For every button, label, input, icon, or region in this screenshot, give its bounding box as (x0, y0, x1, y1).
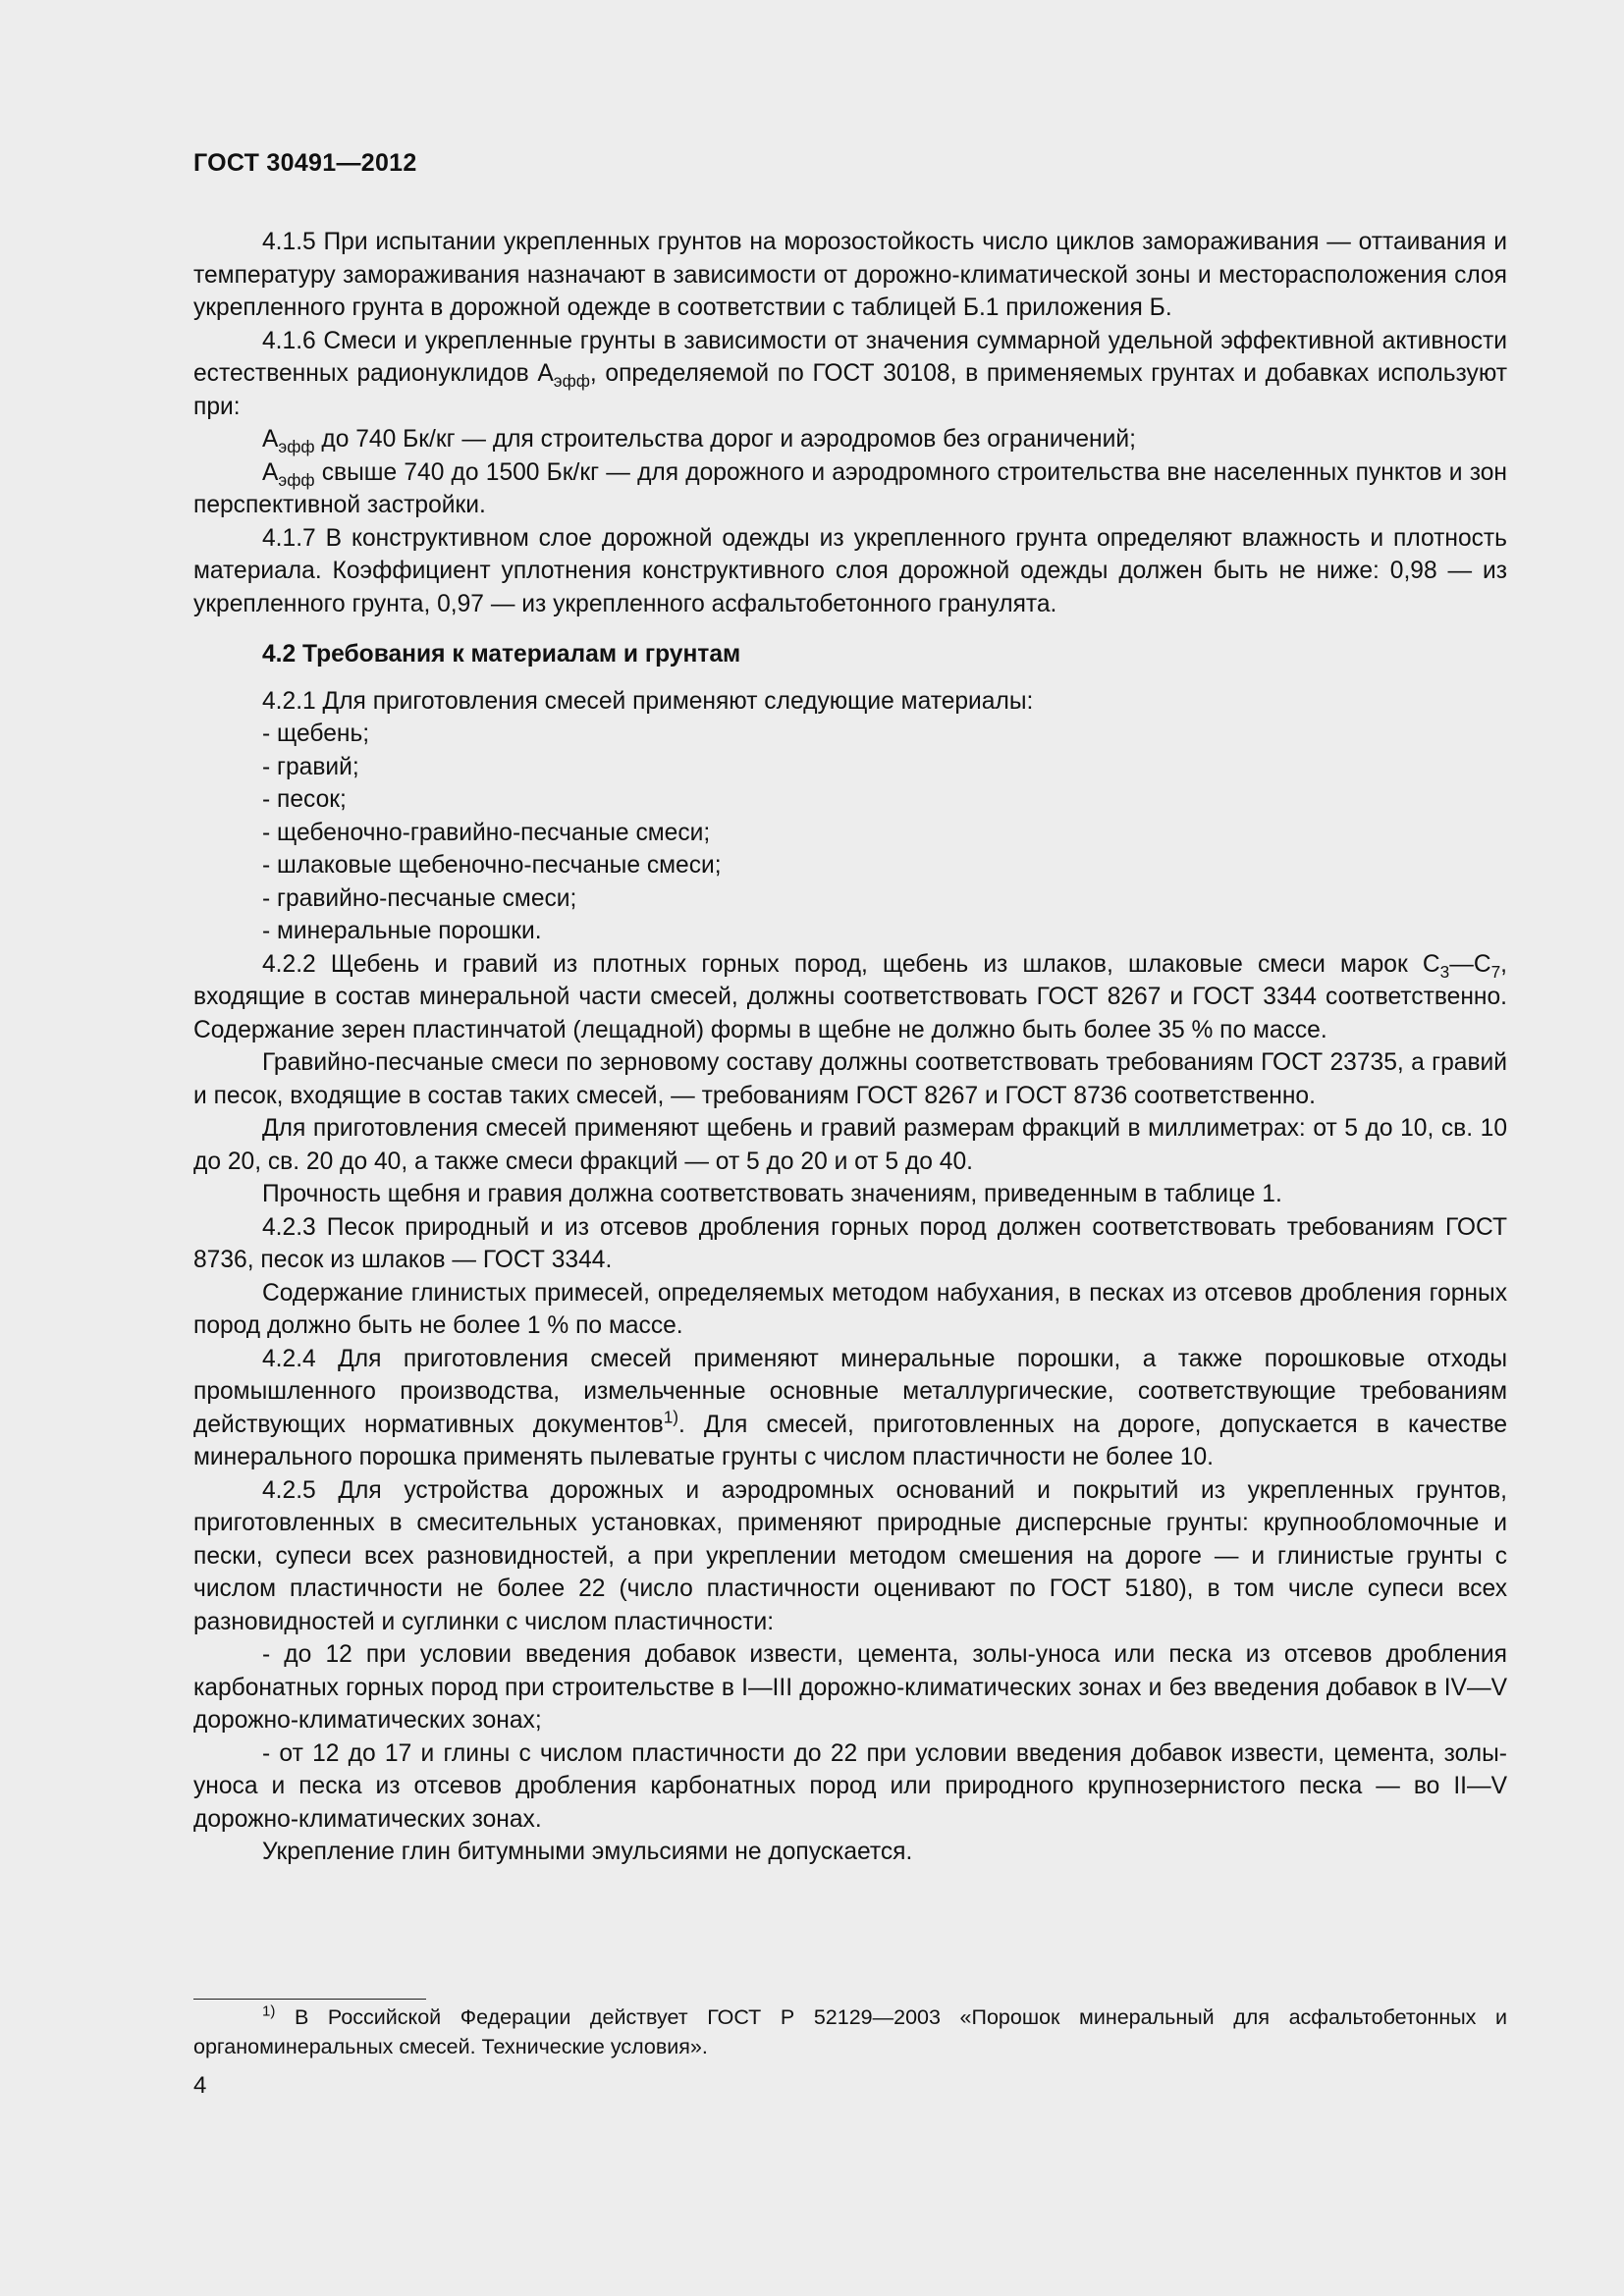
paragraph-4-2-1: 4.2.1 Для приготовления смесей применяют следующие материалы: (262, 687, 1034, 715)
paragraph-4-1-7: 4.1.7 В конструктивном слое дорожной одежды из укрепленного грунта определяют влажность и плотность материала. Коэффициент уплотнения конструктивного слоя дорожной одежды должен быть не ниже: 0,98 — из укрепленного грунта, 0,97 — из укрепленного асфальтобетонного гранулята. (193, 524, 1507, 617)
page-number: 4 (193, 2072, 207, 2099)
list-item: - шлаковые щебеночно-песчаные смеси; (262, 852, 722, 879)
paragraph-4-2-3-clay: Содержание глинистых примесей, определяемых методом набухания, в песках из отсевов дробления горных пород должно быть не более 1 % по массе. (193, 1279, 1507, 1339)
materials-list (193, 718, 1507, 948)
list-item: - щебеночно-гравийно-песчаные смеси; (262, 819, 711, 846)
list-item: - минеральные порошки. (262, 918, 542, 944)
list-item: - гравий; (262, 753, 359, 780)
document-header: ГОСТ 30491—2012 (193, 149, 417, 177)
activity-item-2: $А_{эфф}$ свыше 740 до 1500 Бк/кг — для дорожного и аэродромного строительства вне населенных пунктов и зон перспективной застройки. (193, 458, 1507, 518)
paragraph-4-1-5: 4.1.5 При испытании укрепленных грунтов на морозостойкость число циклов замораживания — оттаивания и температуру замораживания назначают в зависимости от дорожно-климатической зоны и месторасположения слоя укрепленного грунта в дорожной одежде в соответствии с таблицей Б.1 приложения Б. (193, 229, 1507, 321)
paragraph-4-2-2: 4.2.2 Щебень и гравий из плотных горных пород, щебень из шлаков, шлаковые смеси марок $С_3—С_7$, входящие в состав минеральной части смесей, должны соответствовать ГОСТ 8267 и ГОСТ 3344 соответственно. Содержание зерен пластинчатой (лещадной) формы в щебне не должно быть более 35 % по массе. (193, 950, 1507, 1043)
activity-item-1: $А_{эфф}$ до 740 Бк/кг — для строительства дорог и аэродромов без ограничений; (262, 426, 1136, 457)
paragraph-4-2-4: 4.2.4 Для приготовления смесей применяют минеральные порошки, а также порошковые отходы промышленного производства, измельченные основные металлургические, соответствующие требованиям действующих нормативных документов$^{1)}$. Для смесей, приготовленных на дороге, допускается в качестве минерального порошка применять пылеватые грунты с числом пластичности не более 10. (193, 1345, 1507, 1470)
paragraph-4-2-5: 4.2.5 Для устройства дорожных и аэродромных оснований и покрытий из укрепленных грунтов, приготовленных в смесительных установках, применяют природные дисперсные грунты: крупнообломочные и пески, супеси всех разновидностей, а при укреплении методом смешения на дороге — и глинистые грунты с числом пластичности не более 22 (число пластичности оценивают по ГОСТ 5180), в том числе супеси всех разновидностей и суглинки с числом пластичности: (193, 1476, 1507, 1635)
paragraph-4-2-2-gravel-sand: Гравийно-песчаные смеси по зерновому составу должны соответствовать требованиям ГОСТ 23735, а гравий и песок, входящие в состав таких смесей, — требованиям ГОСТ 8267 и ГОСТ 8736 соответственно. (193, 1049, 1507, 1109)
footnote-divider (193, 1999, 426, 2000)
paragraph-4-2-5-item-2: - от 12 до 17 и глины с числом пластичности до 22 при условии введения добавок извести, цемента, золы-уноса и песка из отсевов дробления карбонатных пород или природного крупнозернистого песка — во II—V дорожно-климатических зонах. (193, 1739, 1507, 1833)
list-item: - щебень; (262, 721, 370, 747)
paragraph-4-2-3: 4.2.3 Песок природный и из отсевов дробления горных пород должен соответствовать требованиям ГОСТ 8736, песок из шлаков — ГОСТ 3344. (193, 1213, 1507, 1273)
document-body (193, 226, 1507, 1869)
paragraph-4-2-2-fractions: Для приготовления смесей применяют щебень и гравий размерам фракций в миллиметрах: от 5 до 10, св. 10 до 20, св. 20 до 40, а также смеси фракций — от 5 до 20 и от 5 до 40. (193, 1115, 1507, 1175)
section-heading-4-2: 4.2 Требования к материалам и грунтам (262, 641, 741, 667)
footnote: $^{1)}$ В Российской Федерации действует ГОСТ Р 52129—2003 «Порошок минеральный для асфальтобетонных и органоминеральных смесей. Технические условия». (193, 2002, 1507, 2058)
list-item: - гравийно-песчаные смеси; (262, 884, 577, 912)
footnote-mark: 1) (262, 2002, 276, 2020)
list-item: - песок; (262, 786, 347, 813)
paragraph-4-2-2-strength: Прочность щебня и гравия должна соответствовать значениям, приведенным в таблице 1. (262, 1181, 1282, 1207)
paragraph-4-2-5-note: Укрепление глин битумными эмульсиями не допускается. (262, 1839, 913, 1865)
paragraph-4-1-6: 4.1.6 Смеси и укрепленные грунты в зависимости от значения суммарной удельной эффективной активности естественных радионуклидов $А_{эфф}$, определяемой по ГОСТ 30108, в применяемых грунтах и добавках используют при: (193, 327, 1507, 420)
footnote-reference[interactable]: 1) (663, 1407, 679, 1427)
paragraph-4-2-5-item-1: - до 12 при условии введения добавок извести, цемента, золы-уноса или песка из отсевов дробления карбонатных горных пород при строительстве в I—III дорожно-климатических зонах и без введения добавок в IV—V дорожно-климатических зонах; (193, 1641, 1507, 1734)
